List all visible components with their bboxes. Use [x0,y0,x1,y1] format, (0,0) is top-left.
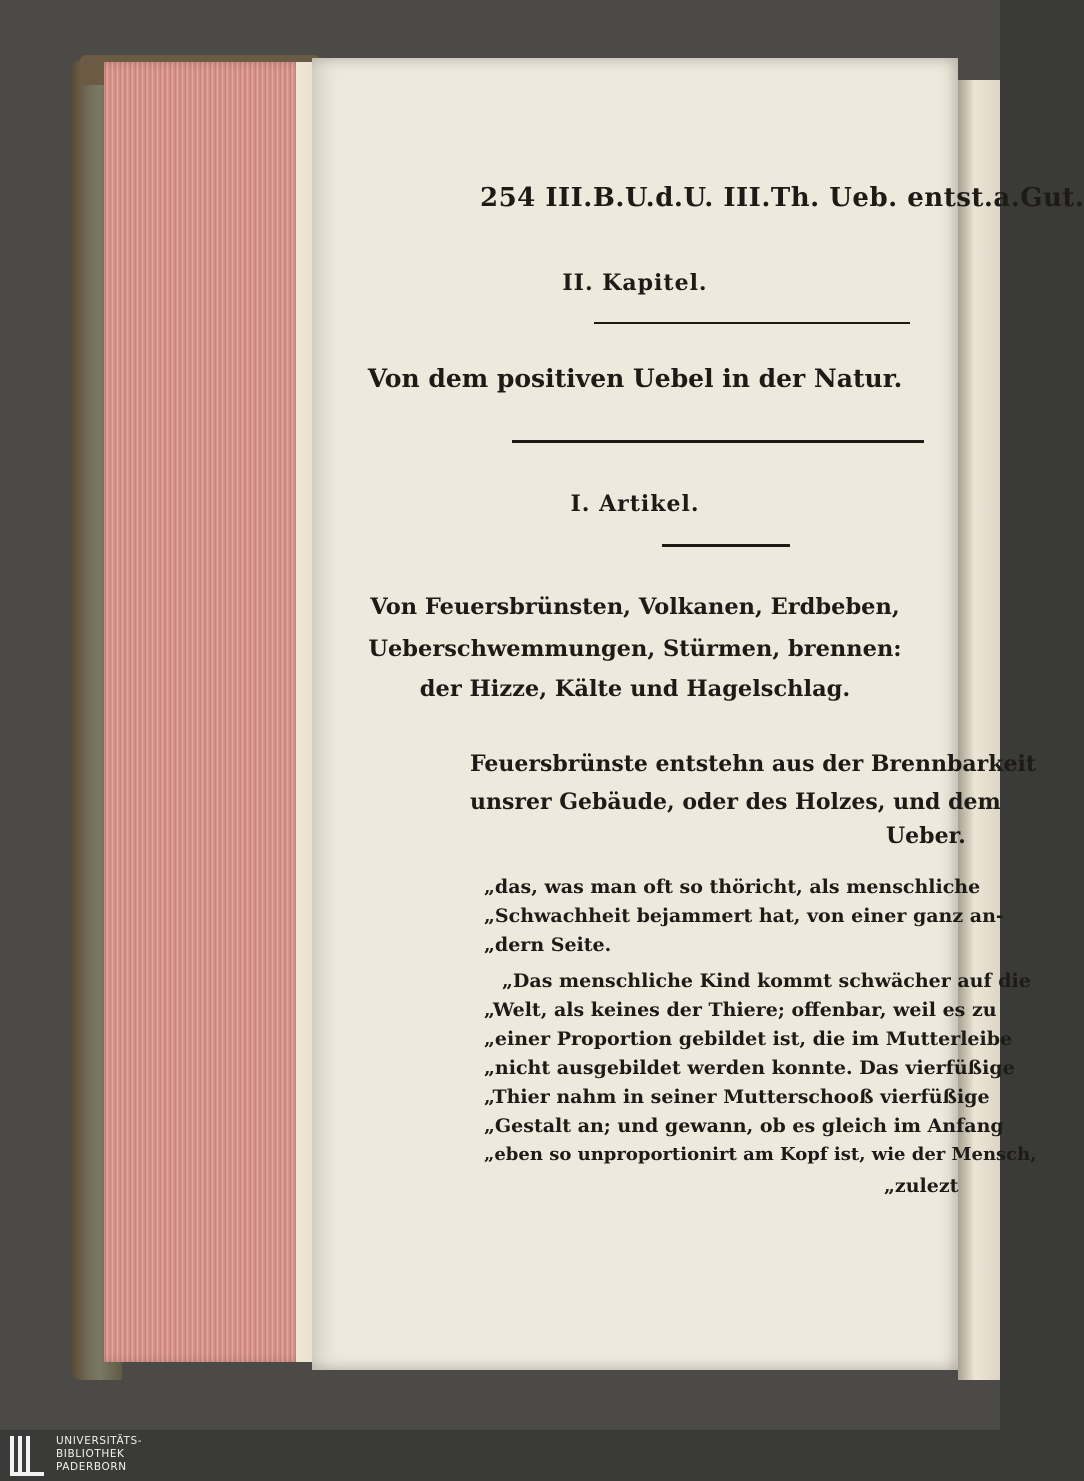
facing-page-edge [958,80,1000,1380]
article-subtitle-line-2: Ueberschwemmungen, Stürmen, brennen: [368,636,902,662]
footnote-line-11: „zulezt [884,1175,959,1197]
footnote-line-6: „einer Proportion gebildet ist, die im Mutterleibe [484,1028,1013,1050]
body-line-3: Ueber. [886,823,966,849]
body-line-2: unsrer Gebäude, oder des Holzes, und dem [470,789,1001,815]
body-line-1: Feuersbrünste entstehn aus der Brennbarkeit [470,751,1036,777]
footnote-line-10: „eben so unproportionirt am Kopf ist, wie der Mensch, [484,1144,1037,1165]
chapter-title: Von dem positiven Uebel in der Natur. [367,364,903,393]
red-page-edges [104,62,322,1362]
footnote-line-5: „Welt, als keines der Thiere; offenbar, weil es zu [484,999,997,1021]
chapter-heading: II. Kapitel. [562,270,708,296]
footnote-line-9: „Gestalt an; und gewann, ob es gleich im Anfang [484,1115,1004,1137]
footnote-line-2: „Schwachheit bejammert hat, von einer ganz an- [484,905,1004,927]
footnote-line-3: „dern Seite. [484,934,612,956]
rule-under-title [512,440,924,443]
footnote-line-8: „Thier nahm in seiner Mutterschooß vierfüßige [484,1086,990,1108]
logo-text-line-2: BIBLIOTHEK [56,1448,125,1460]
logo-text-line-1: UNIVERSITÄTS- [56,1435,143,1447]
university-library-logo-icon [8,1434,48,1478]
footnote-line-7: „nicht ausgebildet werden konnte. Das vierfüßige [484,1057,1015,1079]
footnote-line-4: „Das menschliche Kind kommt schwächer auf die [502,970,1031,992]
footnote-line-1: „das, was man oft so thöricht, als menschliche [484,876,981,898]
article-subtitle-line-1: Von Feuersbrünsten, Volkanen, Erdbeben, [370,594,900,620]
rule-under-chapter [594,322,910,324]
article-heading: I. Artikel. [570,491,700,517]
article-subtitle-line-3: der Hizze, Kälte und Hagelschlag. [419,676,851,702]
book-page [312,58,1084,1370]
running-header: 254 III.B.U.d.U. III.Th. Ueb. entst.a.Gut. [480,183,1084,213]
library-footer [0,1430,1000,1481]
rule-under-article [662,544,790,547]
logo-text-line-3: PADERBORN [56,1461,127,1473]
